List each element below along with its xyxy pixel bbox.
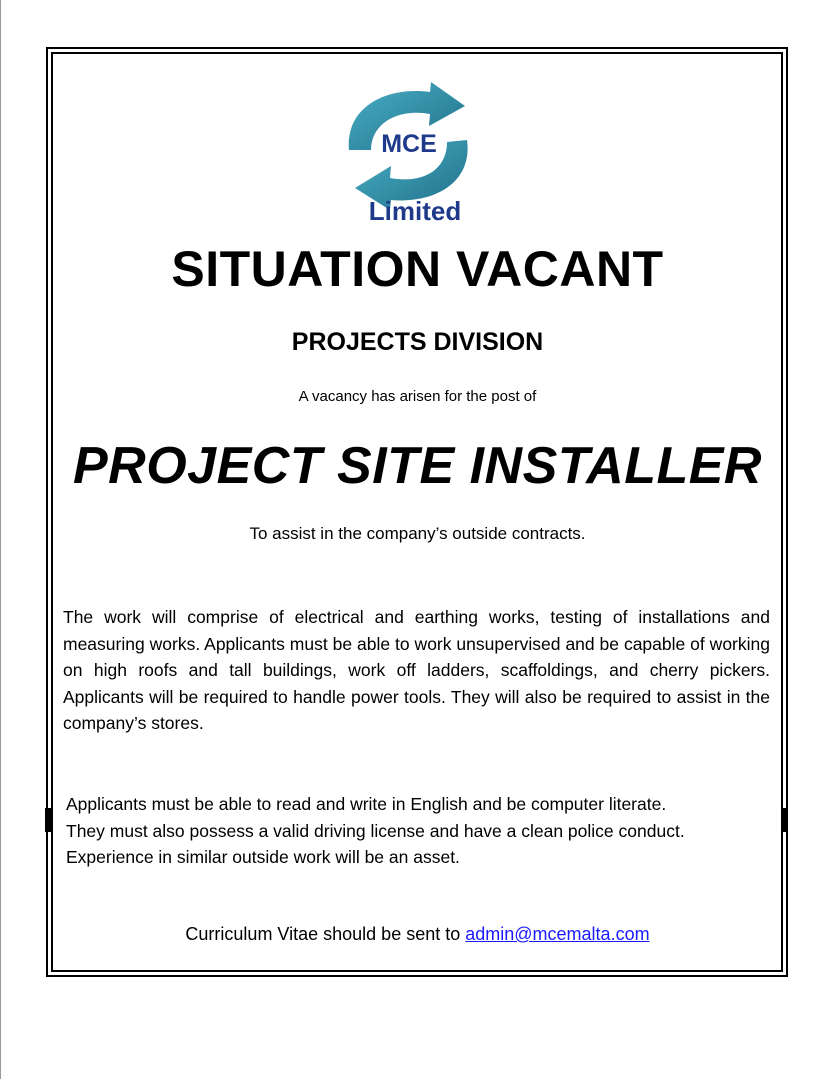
border-tick-left: [45, 808, 51, 832]
division-title: PROJECTS DIVISION: [291, 328, 544, 356]
intro-text: A vacancy has arisen for the post of: [298, 388, 537, 405]
mce-logo: [335, 78, 485, 226]
headline: SITUATION VACANT: [171, 241, 664, 297]
cv-instruction: [0, 924, 835, 945]
requirements-line: Applicants must be able to read and write in English and be computer literate.: [66, 794, 667, 814]
border-tick-right: [781, 808, 787, 832]
email-link[interactable]: admin@mcemalta.com: [465, 924, 650, 944]
post-title: PROJECT SITE INSTALLER: [73, 437, 762, 495]
purpose-text: To assist in the company’s outside contracts.: [249, 524, 586, 543]
job-description-paragraph: The work will comprise of electrical and earthing works, testing of installations and measuring works. Applicants must be able to work unsupervised and be capable of working on high roofs and tall buildings, work off ladders, scaffoldings, and cherry pickers. Applicants will be required to handle power tools. They will also be required to assist in the company’s stores.: [63, 607, 770, 733]
requirements-paragraph: [66, 791, 771, 871]
requirements-line: They must also possess a valid driving license and have a clean police conduct.: [66, 820, 685, 841]
logo-word-text: Limited: [368, 196, 462, 226]
logo-mark-text: MCE: [381, 130, 437, 158]
requirements-line: Experience in similar outside work will be an asset.: [66, 847, 460, 867]
cv-text: Curriculum Vitae should be sent to: [185, 924, 466, 944]
